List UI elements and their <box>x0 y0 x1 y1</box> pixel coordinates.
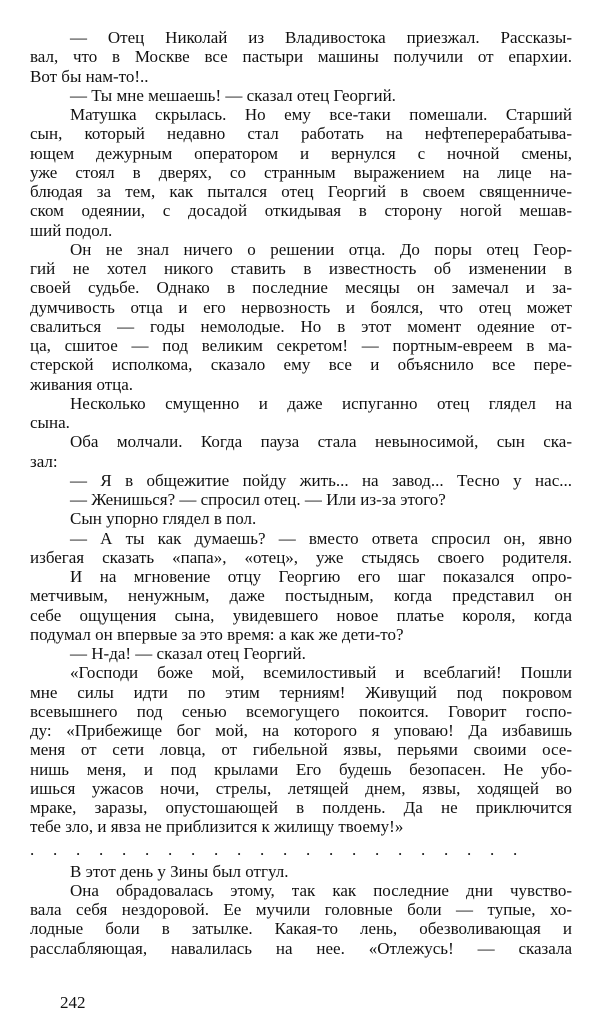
text-line: гий не хотел никого ставить в известность об изменении в <box>30 259 572 278</box>
section-separator-dots: . . . . . . . . . . . . . . . . . . . . . . <box>30 839 518 859</box>
text-line: Вот бы нам-то!.. <box>30 66 149 86</box>
text-line: живания отца. <box>30 374 134 394</box>
text-line: уже стоял в дверях, со странным выражением на лице на- <box>30 162 572 182</box>
text-line: ющем дежурным оператором и вернулся с ночной смены, <box>30 143 572 163</box>
text-line: мраке, заразы, опустошающей в полдень. Да не приключится <box>30 798 572 817</box>
text-line: вала себя нездоровой. Ее мучили головные боли — тупые, хо- <box>30 900 572 919</box>
text-line: — Отец Николай из Владивостока приезжал. Рассказы- <box>70 28 572 47</box>
text-line: ца, сшитое — под великим секретом! — портным-евреем в ма- <box>30 336 572 355</box>
text-line: Он не знал ничего о решении отца. До поры отец Геор- <box>70 239 572 259</box>
text-line: свалиться — годы немолодые. Но в этот момент одеяние от- <box>30 316 572 336</box>
text-line: стерской исполкома, сказало ему все и объяснило все пере- <box>30 355 572 375</box>
text-line: тебе зло, и явза не приблизится к жилищу твоему!» <box>30 817 404 837</box>
text-line: ишься ужасов ночи, стрелы, летящей днем, язвы, ходящей во <box>30 778 572 798</box>
text-line: — Ты мне мешаешь! — сказал отец Георгий. <box>70 85 396 105</box>
text-line: зал: <box>30 451 58 471</box>
text-line: нишь меня, и под крылами Его будешь безопасен. Не убо- <box>30 759 572 779</box>
text-line: Она обрадовалась этому, так как последние дни чувство- <box>70 880 572 900</box>
text-line: метчивым, ненужным, даже постыдным, когда представил он <box>30 586 572 606</box>
text-line: мне силы идти по этим терниям! Живущий под покровом <box>30 682 572 702</box>
text-line: ду: «Прибежище бог мой, на которого я уповаю! Да избавишь <box>30 721 572 740</box>
text-line: Матушка скрылась. Но ему все-таки помешали. Старший <box>70 105 572 124</box>
text-line: всевышнего под сенью всемогущего покоится. Говорит госпо- <box>30 701 572 721</box>
text-line: лодные боли в затылке. Какая-то лень, обезволивающая и <box>30 919 572 939</box>
text-line: — Н-да! — сказал отец Георгий. <box>70 644 306 663</box>
text-line: «Господи боже мой, всемилостивый и всеблагий! Пошли <box>70 663 572 683</box>
text-line: И на мгновение отцу Георгию его шаг показался опро- <box>70 567 572 586</box>
text-line: думчивость отца и его нервозность и боялся, что отец может <box>30 297 572 317</box>
text-line: сына. <box>30 413 70 432</box>
text-line: себе ощущения сына, увидевшего новое платье короля, когда <box>30 605 572 625</box>
text-line: избегая сказать «папа», «отец», уже стыдясь своего родителя. <box>30 547 572 567</box>
text-line: блюдая за тем, как пытался отец Георгий в своем священниче- <box>30 182 572 201</box>
text-line: вал, что в Москве все пастыри машины получили от епархии. <box>30 47 572 67</box>
text-line: ском одеянии, с досадой откидывая в сторону ногой мешав- <box>30 201 572 221</box>
text-line: меня от сети ловца, от гибельной язвы, перьями своими осе- <box>30 740 572 760</box>
text-line: Сын упорно глядел в пол. <box>70 509 257 529</box>
text-line: своей судьбе. Однако в последние месяцы он замечал и за- <box>30 278 572 298</box>
text-line: Оба молчали. Когда пауза стала невыносимой, сын ска- <box>70 432 572 452</box>
text-line: Несколько смущенно и даже испуганно отец глядел на <box>70 393 572 413</box>
text-line: ший подол. <box>30 220 113 240</box>
text-line: В этот день у Зины был отгул. <box>70 861 289 881</box>
text-line: — Женишься? — спросил отец. — Или из-за этого? <box>70 490 446 509</box>
page-body-text <box>30 28 572 958</box>
text-line: расслабляющая, навалилась на нее. «Отлежусь! — сказала <box>30 938 572 958</box>
page-number: 242 <box>60 993 86 1012</box>
text-line: — А ты как думаешь? — вместо ответа спросил он, явно <box>70 528 572 548</box>
text-line: подумал он впервые за это время: а как же дети-то? <box>30 624 404 644</box>
text-line: сын, который недавно стал работать на нефтеперерабатыва- <box>30 124 572 144</box>
text-line: — Я в общежитие пойду жить... на завод... Тесно у нас... <box>70 470 572 490</box>
